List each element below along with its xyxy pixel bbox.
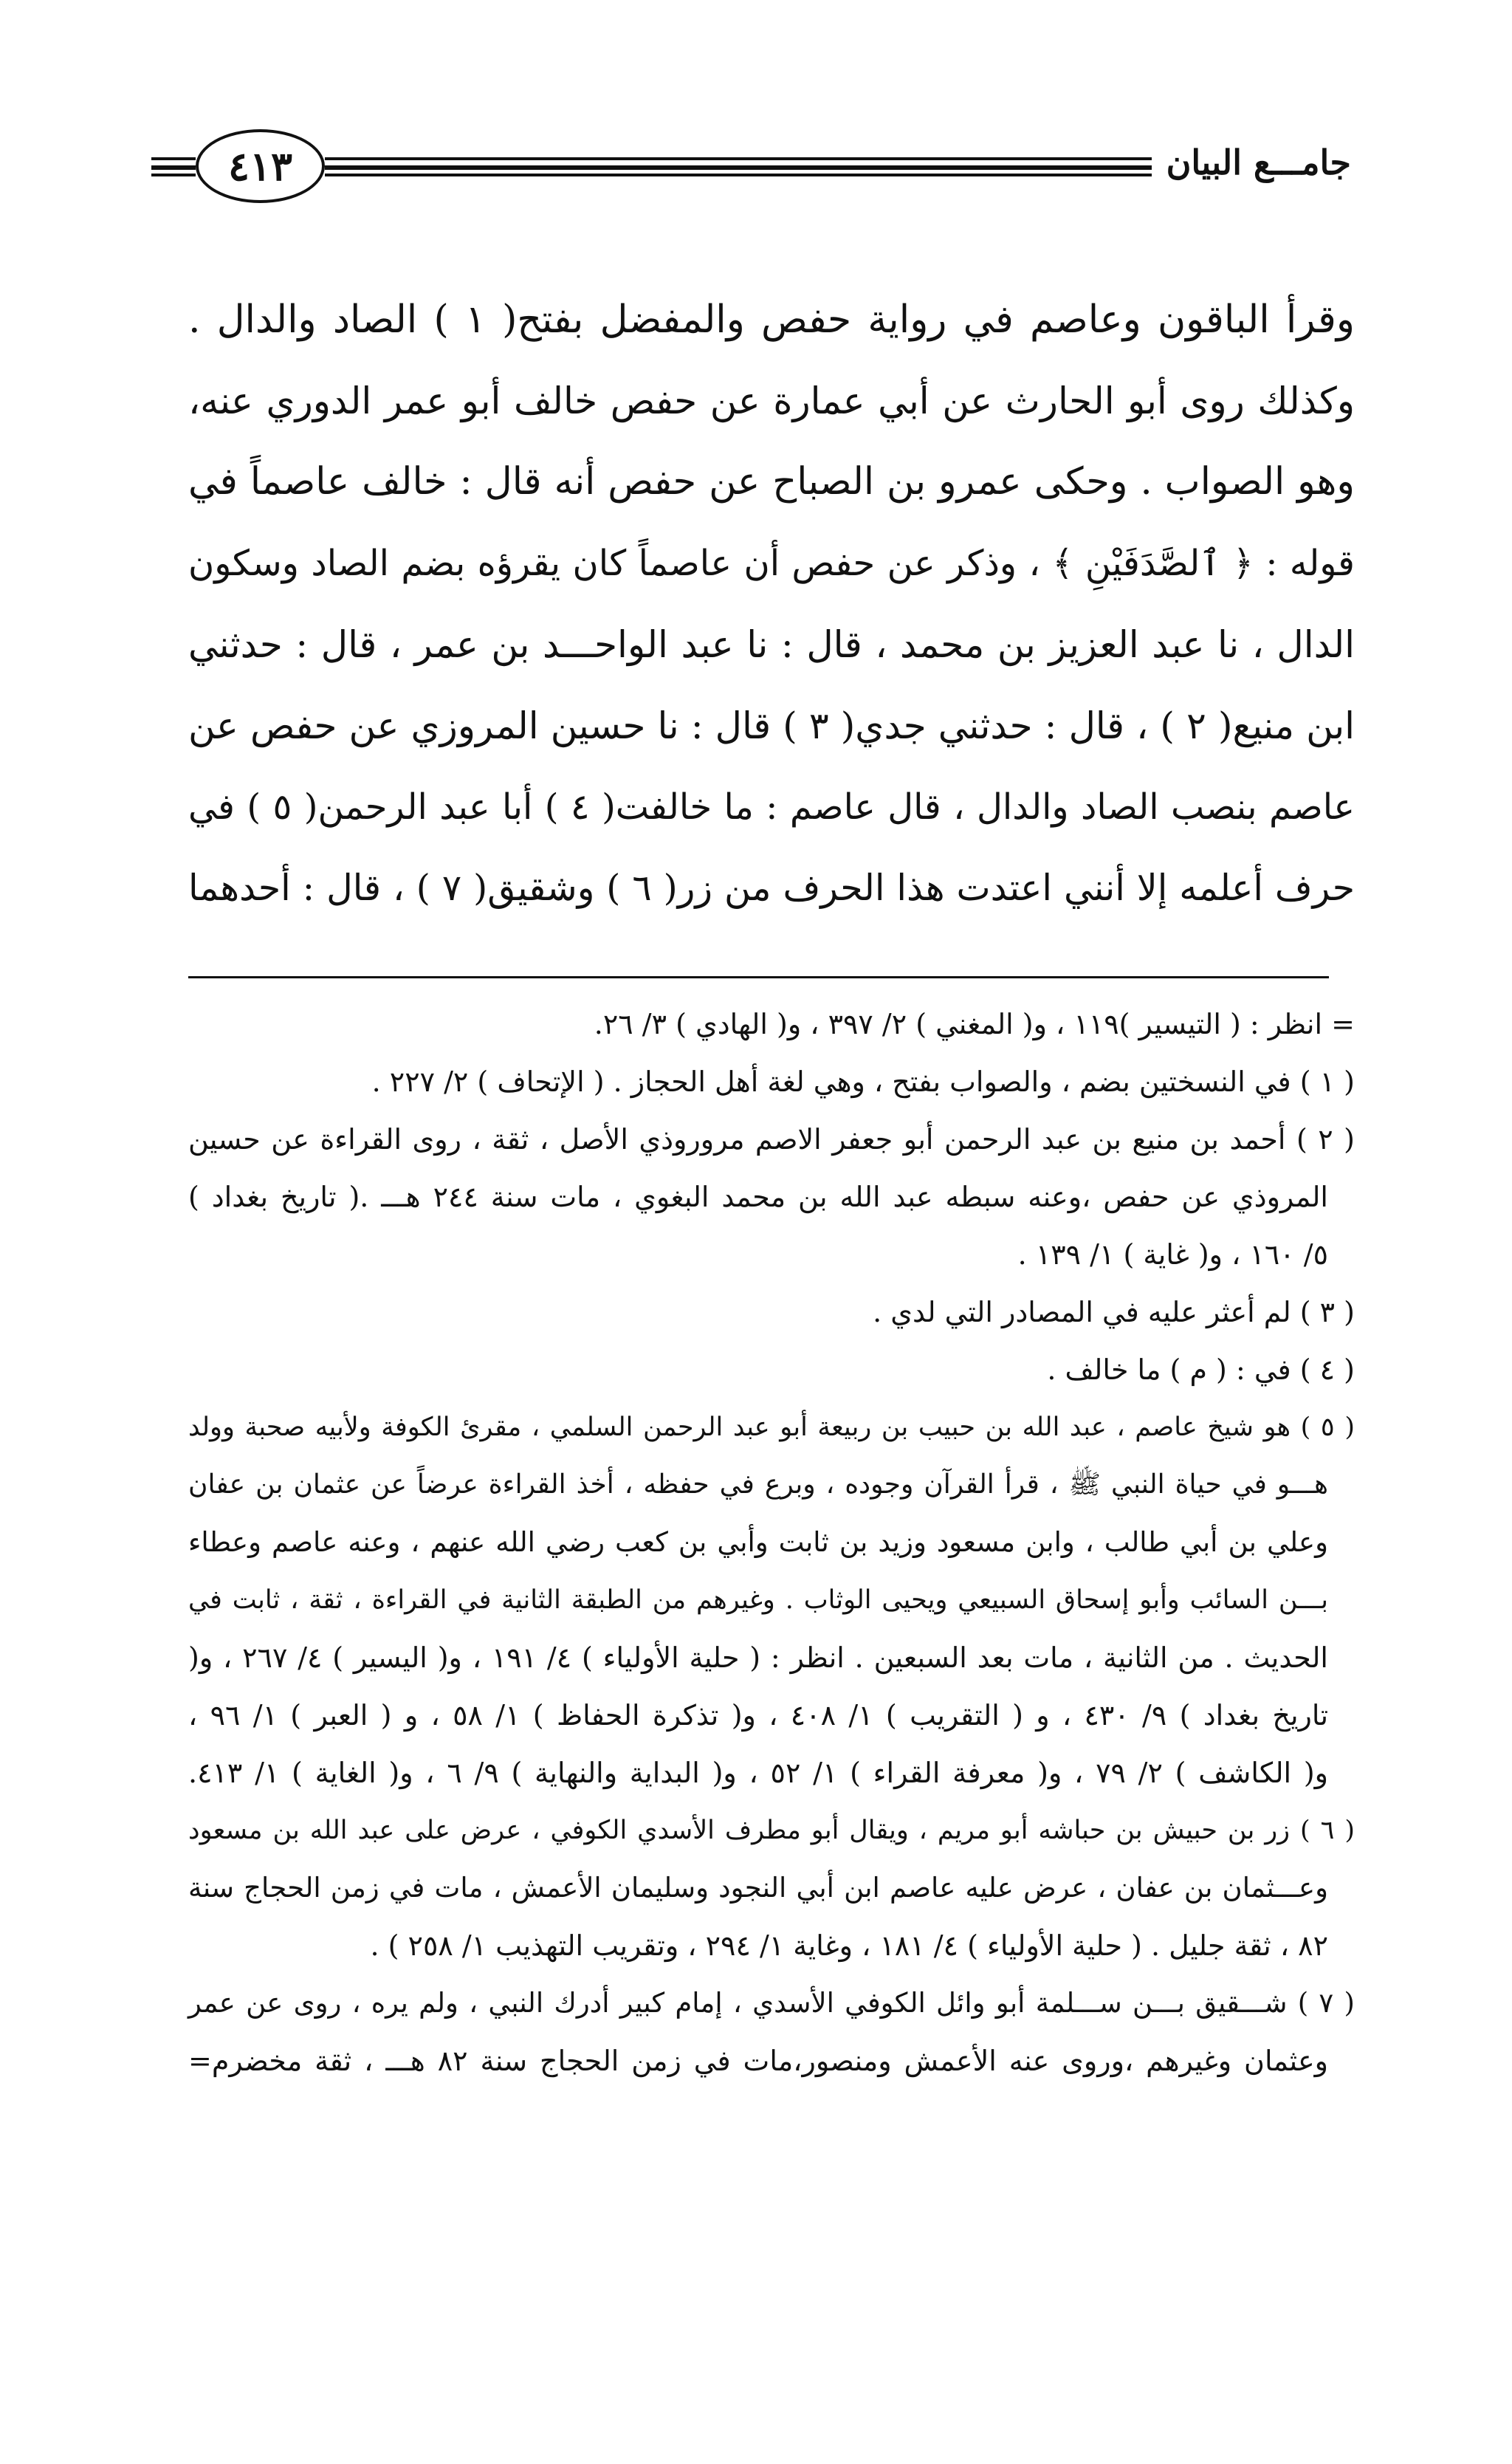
page-number: ٤١٣ [196, 129, 325, 203]
main-line: وقرأ الباقون وعاصم في رواية حفص والمفضل بفتح( ١ ) الصاد والدال . [188, 298, 1355, 342]
footnote-line: و( الكاشف ) ٢/ ٧٩ ، و( معرفة القراء ) ١/ ٥٢ ، و( البداية والنهاية ) ٩/ ٦ ، و( الغاية ) ١/ ٤١٣. [188, 1757, 1328, 1789]
main-line: وهو الصواب . وحكى عمرو بن الصباح عن حفص أنه قال : خالف عاصماً في [188, 460, 1355, 504]
header-rule-left [151, 157, 196, 178]
footnote-line: وعثمان وغيرهم ،وروى عنه الأعمش ومنصور،مات في زمن الحجاج سنة ٨٢ هـــ ، ثقة مخضرم= [188, 2045, 1328, 2077]
page-header [151, 129, 1351, 210]
footnote-line: ( ٥ ) هو شيخ عاصم ، عبد الله بن حبيب بن ربيعة أبو عبد الرحمن السلمي ، مقرئ الكوفة ولأبيه صحبة وولد [188, 1413, 1355, 1442]
header-rule [325, 157, 1152, 178]
footnote-line: بـــن السائب وأبو إسحاق السبيعي ويحيى الوثاب . وغيرهم من الطبقة الثانية في القراءة ، ثقة ، ثابت في [188, 1585, 1328, 1615]
footnote-line: وعلي بن أبي طالب ، وابن مسعود وزيد بن ثابت وأبي بن كعب رضي الله عنهم ، وعنه عاصم وعطاء [188, 1526, 1328, 1558]
footnote-line: المروذي عن حفص ،وعنه سبطه عبد الله بن محمد البغوي ، مات سنة ٢٤٤ هـــ .( تاريخ بغداد ) [188, 1181, 1328, 1213]
footnote-line: ( ٢ ) أحمد بن منيع بن عبد الرحمن أبو جعفر الاصم مروروذي الأصل ، ثقة ، روى القراءة عن حسين [188, 1123, 1355, 1156]
footnote-line: ( ٤ ) في : ( م ) ما خالف . [1047, 1353, 1355, 1386]
footnote-line: الحديث . من الثانية ، مات بعد السبعين . انظر : ( حلية الأولياء ) ٤/ ١٩١ ، و( اليسير ) ٤/ ٢٦٧ ، و( [188, 1641, 1328, 1674]
footnotes [188, 995, 1355, 2090]
main-line: وكذلك روى أبو الحارث عن أبي عمارة عن حفص خالف أبو عمر الدوري عنه، [188, 380, 1355, 422]
footnote-line: ( ٦ ) زر بن حبيش بن حباشه أبو مريم ، ويقال أبو مطرف الأسدي الكوفي ، عرض على عبد الله بن مسعود [188, 1816, 1355, 1845]
main-line: الدال ، نا عبد العزيز بن محمد ، قال : نا عبد الواحـــد بن عمر ، قال : حدثني [188, 623, 1355, 666]
footnote-line: ( ٧ ) شـــقيق بـــن ســـلمة أبو وائل الكوفي الأسدي ، إمام كبير أدرك النبي ، ولم يره ، روى عن عمر [188, 1987, 1355, 2019]
running-title: جامـــع البيان [1166, 143, 1351, 182]
main-line: عاصم بنصب الصاد والدال ، قال عاصم : ما خالفت( ٤ ) أبا عبد الرحمن( ٥ ) في [188, 786, 1355, 828]
footnote-line: ٥/ ١٦٠ ، و( غاية ) ١/ ١٣٩ . [1017, 1238, 1328, 1271]
footnote-line: هـــو في حياة النبي ﷺ ، قرأ القرآن وجوده ، وبرع في حفظه ، أخذ القراءة عرضاً عن عثمان بن عفان [188, 1469, 1328, 1500]
main-line: حرف أعلمه إلا أنني اعتدت هذا الحرف من زر( ٦ ) وشقيق( ٧ ) ، قال : أحدهما [188, 867, 1355, 909]
main-text [188, 279, 1355, 929]
main-line: قوله : ﴿ ٱلصَّدَفَيْنِ ﴾ ، وذكر عن حفص أن عاصماً كان يقرؤه بضم الصاد وسكون [188, 543, 1355, 584]
main-line: ابن منيع( ٢ ) ، قال : حدثني جدي( ٣ ) قال : نا حسين المروزي عن حفص عن [188, 704, 1355, 747]
footnote-line: وعـــثمان بن عفان ، عرض عليه عاصم ابن أبي النجود وسليمان الأعمش ، مات في زمن الحجاج سنة [188, 1872, 1328, 1904]
footnote-divider [188, 976, 1329, 978]
footnote-line: ٨٢ ، ثقة جليل . ( حلية الأولياء ) ٤/ ١٨١ ، وغاية ١/ ٢٩٤ ، وتقريب التهذيب ١/ ٢٥٨ ) . [370, 1929, 1328, 1962]
footnote-line: ( ١ ) في النسختين بضم ، والصواب بفتح ، وهي لغة أهل الحجاز . ( الإتحاف ) ٢/ ٢٢٧ . [371, 1065, 1355, 1098]
footnote-line: ( ٣ ) لم أعثر عليه في المصادر التي لدي . [873, 1296, 1355, 1328]
footnote-line: تاريخ بغداد ) ٩/ ٤٣٠ ، و ( التقريب ) ١/ ٤٠٨ ، و( تذكرة الحفاظ ) ١/ ٥٨ ، و ( العبر ) ١/ ٩٦ ، [188, 1699, 1329, 1732]
footnote-line: = انظر : ( التيسير )١١٩ ، و( المغني ) ٢/ ٣٩٧ ، و( الهادي ) ٣/ ٢٦. [594, 1008, 1355, 1040]
